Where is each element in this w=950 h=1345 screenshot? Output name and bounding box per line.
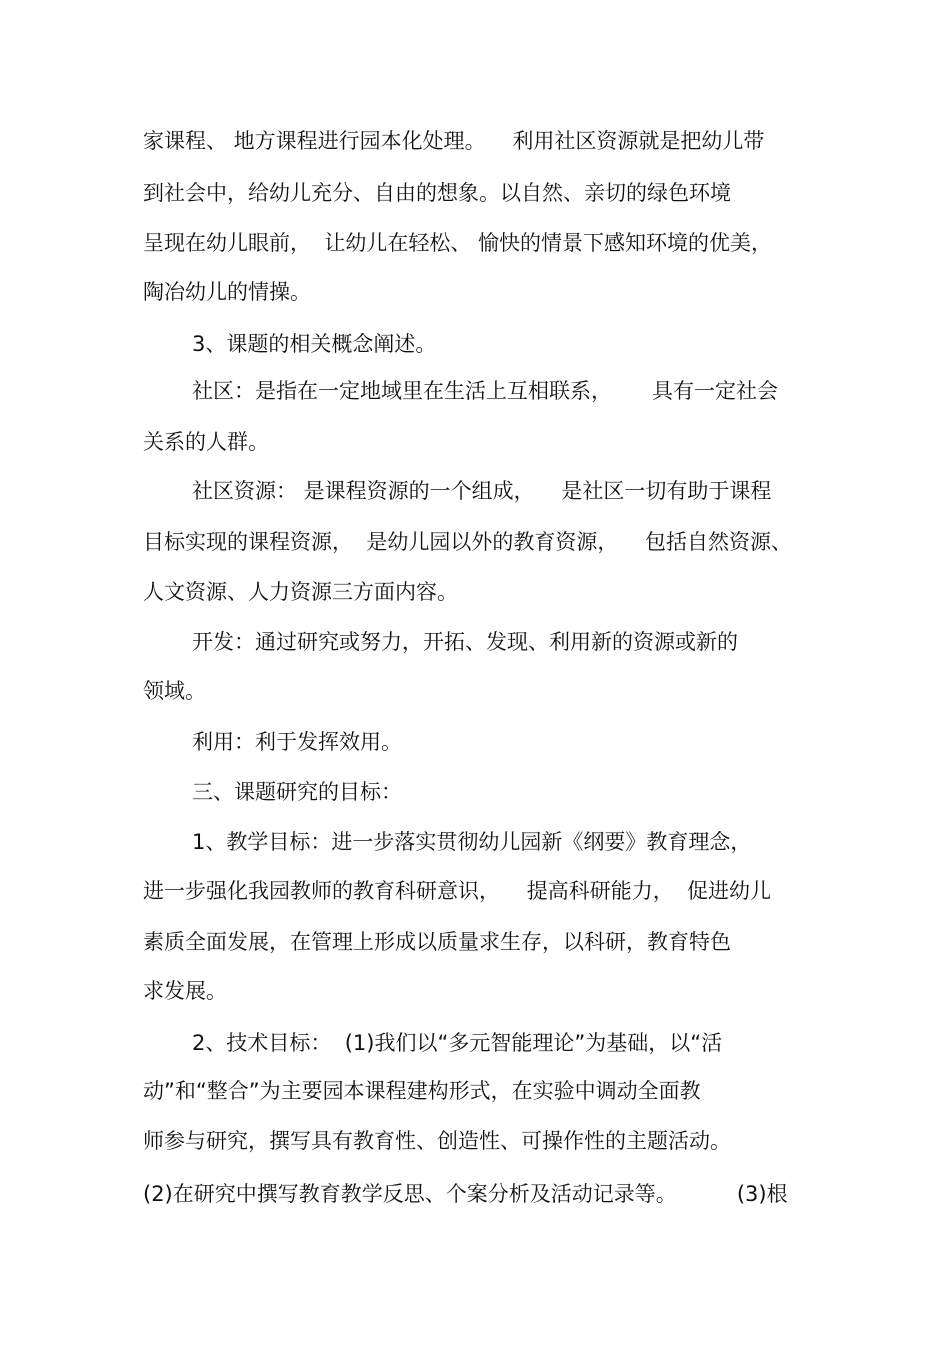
- text-line-20: 动”和“整合”为主要园本课程建构形式，在实验中调动全面教: [143, 1079, 701, 1103]
- text-line-15: 1、教学目标：进一步落实贯彻幼儿园新《纲要》教育理念，: [192, 830, 752, 854]
- text-line-3: 呈现在幼儿眼前， 让幼儿在轻松、 愉快的情景下感知环境的优美，: [143, 231, 773, 255]
- text-line-17: 素质全面发展，在管理上形成以质量求生存，以科研，教育特色: [143, 930, 731, 954]
- text-line-1: 家课程、 地方课程进行园本化处理。 利用社区资源就是把幼儿带: [143, 129, 765, 153]
- text-line-10: 人文资源、人力资源三方面内容。: [143, 580, 458, 604]
- section-heading-goals: 三、课题研究的目标：: [192, 780, 402, 804]
- text-line-11: 开发：通过研究或努力，开拓、发现、利用新的资源或新的: [192, 630, 738, 654]
- text-line-22: (2)在研究中撰写教育教学反思、个案分析及活动记录等。 (3)根: [143, 1182, 788, 1206]
- text-line-8: 社区资源： 是课程资源的一个组成， 是社区一切有助于课程: [192, 479, 772, 503]
- text-line-21: 师参与研究，撰写具有教育性、创造性、可操作性的主题活动。: [143, 1129, 731, 1153]
- text-line-6: 社区：是指在一定地域里在生活上互相联系， 具有一定社会: [192, 379, 779, 403]
- text-line-13: 利用：利于发挥效用。: [192, 730, 402, 754]
- section-heading-concepts: 3、课题的相关概念阐述。: [192, 332, 437, 356]
- text-line-12: 领域。: [143, 679, 206, 703]
- text-line-16: 进一步强化我园教师的教育科研意识， 提高科研能力， 促进幼儿: [143, 879, 772, 903]
- text-line-18: 求发展。: [143, 979, 227, 1003]
- text-line-4: 陶冶幼儿的情操。: [143, 280, 311, 304]
- text-line-19: 2、技术目标： (1)我们以“多元智能理论”为基础，以“活: [192, 1031, 723, 1055]
- text-line-9: 目标实现的课程资源， 是幼儿园以外的教育资源， 包括自然资源、: [143, 530, 793, 554]
- text-line-7: 关系的人群。: [143, 430, 269, 454]
- text-line-2: 到社会中，给幼儿充分、自由的想象。以自然、亲切的绿色环境: [143, 181, 731, 205]
